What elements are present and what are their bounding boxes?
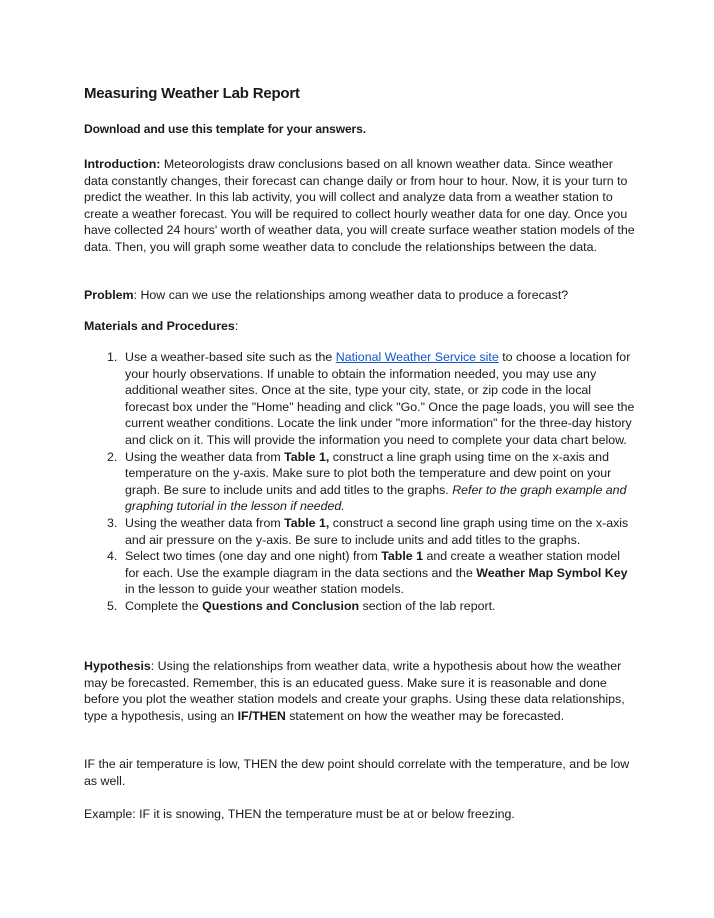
document-title: Measuring Weather Lab Report (84, 85, 300, 102)
step-number: 1. (107, 350, 118, 364)
list-item: 3. Using the weather data from Table 1, construct a second line graph using time on the x-axis and air pressure on the y-axis. Be sure to include units and add titles to the graphs. (107, 515, 629, 547)
hypothesis-paragraph: Hypothesis: Using the relationships from weather data, write a hypothesis about how the weather may be forecasted. Remember, this is an educated guess. Make sure it is reasonable and done before you plot the weather station models and create your graphs. Using these data relationships, type a hypothesis, using an IF/THEN statement on how the weather may be forecasted. (84, 659, 625, 723)
example-statement: Example: IF it is snowing, THEN the temperature must be at or below freezing. (84, 807, 515, 821)
list-item: 2. Using the weather data from Table 1, construct a line graph using time on the x-axis and temperature on the y-axis. Make sure to plot both the temperature and dew point on your graph. Be sure to include units and add titles to the graphs. Refer to the graph example and graphing tutorial in the lesson if needed. (107, 449, 627, 514)
step-number: 2. (107, 449, 118, 464)
list-item: 1. Use a weather-based site such as the National Weather Service site to choose a location for your hourly observations. If unable to obtain the information needed, you may use any additional weather sites. Once at the site, type your city, state, or zip code in the local forecast box under the "Home" heading and click "Go." Once the page loads, you will see the current weather conditions. Locate the link under "more information" for the three-day history and click on it. This will provide the information you need to complete your data chart below. (107, 350, 635, 447)
list-item: 4. Select two times (one day and one night) from Table 1 and create a weather station model for each. Use the example diagram in the data sections and the Weather Map Symbol Key in the lesson to guide your weather station models. (107, 549, 628, 597)
document-subtitle: Download and use this template for your answers. (84, 122, 366, 136)
introduction-text: Meteorologists draw conclusions based on all known weather data. Since weather data constantly changes, their forecast can change daily or from hour to hour. Now, it is your turn to predict the weather. In this lab activity, you will collect and analyze data from a weather station to create a weather forecast. You will be required to collect hourly weather data for one day. Once you have collected 24 hours' worth of weather data, you will create surface weather station models of the data. Then, you will graph some weather data to conclude the relationships between the data. (84, 157, 635, 254)
procedure-list (84, 349, 636, 615)
step-number: 3. (107, 515, 118, 530)
step-number: 5. (107, 598, 118, 613)
problem-label: Problem (84, 288, 134, 302)
materials-heading: Materials and Procedures: (84, 319, 239, 333)
national-weather-service-link[interactable]: National Weather Service site (335, 350, 499, 364)
introduction-paragraph (84, 156, 636, 256)
hypothesis-label: Hypothesis (84, 659, 151, 673)
hypothesis-answer: IF the air temperature is low, THEN the dew point should correlate with the temperature, and be low as well. (84, 757, 630, 788)
step-number: 4. (107, 549, 118, 564)
problem-paragraph (84, 287, 636, 304)
list-item: 5. Complete the Questions and Conclusion section of the lab report. (107, 598, 496, 613)
problem-text: : How can we use the relationships among weather data to produce a forecast? (133, 288, 569, 302)
introduction-label: Introduction: (84, 157, 161, 171)
materials-label: Materials and Procedures (84, 319, 235, 333)
